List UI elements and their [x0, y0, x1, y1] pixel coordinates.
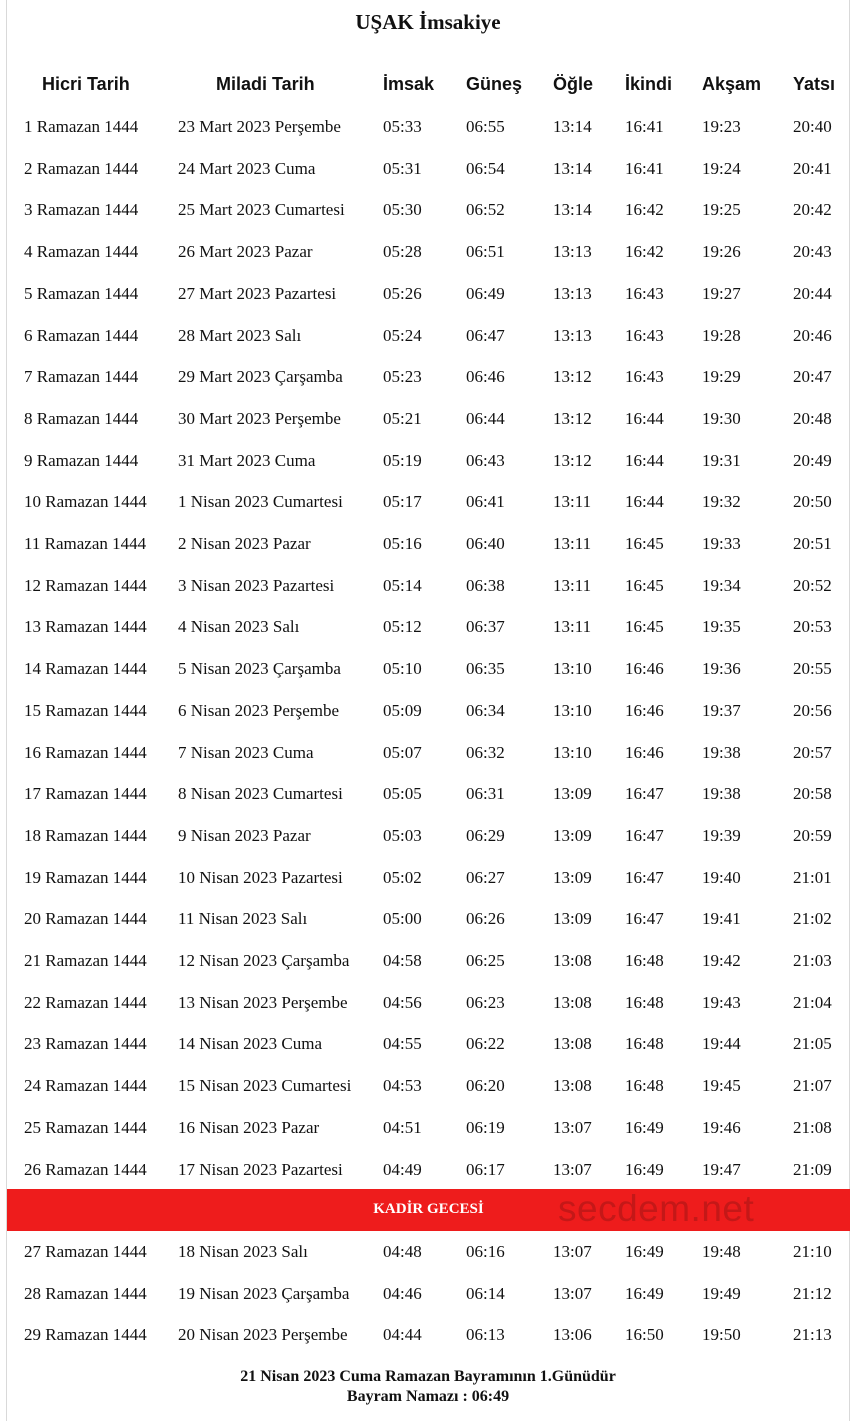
cell-miladi-tarih: 14 Nisan 2023 Cuma	[178, 1034, 323, 1054]
cell-miladi-tarih: 11 Nisan 2023 Salı	[178, 909, 308, 929]
cell-aksam: 19:31	[702, 450, 741, 470]
cell-gunes: 06:54	[466, 158, 505, 178]
cell-miladi-tarih: 7 Nisan 2023 Cuma	[178, 742, 314, 762]
cell-imsak: 05:28	[383, 242, 422, 262]
page-title: UŞAK İmsakiye	[355, 10, 501, 34]
cell-ogle: 13:13	[553, 325, 592, 345]
cell-aksam: 19:36	[702, 659, 741, 679]
cell-hicri-tarih: 12 Ramazan 1444	[24, 575, 147, 595]
cell-miladi-tarih: 8 Nisan 2023 Cumartesi	[178, 784, 343, 804]
cell-ogle: 13:07	[553, 1242, 592, 1261]
table-row	[0, 651, 856, 693]
cell-hicri-tarih: 19 Ramazan 1444	[24, 867, 147, 887]
table-row	[0, 1276, 856, 1318]
cell-aksam: 19:38	[702, 784, 741, 804]
cell-aksam: 19:32	[702, 492, 741, 512]
cell-yatsi: 21:09	[793, 1159, 832, 1179]
cell-ikindi: 16:48	[625, 992, 664, 1012]
cell-gunes: 06:16	[466, 1242, 505, 1261]
cell-imsak: 05:02	[383, 867, 422, 887]
cell-hicri-tarih: 23 Ramazan 1444	[24, 1034, 147, 1054]
cell-yatsi: 20:58	[793, 784, 832, 804]
cell-yatsi: 20:48	[793, 408, 832, 428]
cell-ogle: 13:13	[553, 283, 592, 303]
cell-aksam: 19:37	[702, 700, 741, 720]
cell-gunes: 06:29	[466, 825, 505, 845]
cell-miladi-tarih: 3 Nisan 2023 Pazartesi	[178, 575, 335, 595]
cell-imsak: 05:05	[383, 784, 422, 804]
cell-imsak: 05:03	[383, 825, 422, 845]
cell-ikindi: 16:41	[625, 158, 664, 178]
cell-aksam: 19:26	[702, 242, 741, 262]
cell-gunes: 06:51	[466, 242, 505, 262]
cell-aksam: 19:39	[702, 825, 741, 845]
cell-ogle: 13:10	[553, 742, 592, 762]
cell-ogle: 13:11	[553, 492, 592, 512]
table-row	[0, 484, 856, 526]
cell-ikindi: 16:50	[625, 1325, 664, 1345]
cell-imsak: 05:16	[383, 534, 422, 553]
footer-bayram-note: 21 Nisan 2023 Cuma Ramazan Bayramının 1.Günüdür	[240, 1368, 616, 1385]
cell-ikindi: 16:44	[625, 408, 664, 428]
cell-yatsi: 21:12	[793, 1283, 832, 1303]
cell-ogle: 13:12	[553, 450, 592, 470]
header-miladi: Miladi Tarih	[216, 74, 315, 94]
cell-ikindi: 16:43	[625, 283, 664, 303]
cell-imsak: 05:31	[383, 158, 422, 178]
cell-imsak: 05:12	[383, 617, 422, 637]
table-row	[0, 1234, 856, 1276]
table-row	[0, 526, 856, 568]
cell-ogle: 13:07	[553, 1283, 592, 1303]
cell-hicri-tarih: 25 Ramazan 1444	[24, 1117, 147, 1137]
cell-aksam: 19:43	[702, 992, 741, 1012]
cell-gunes: 06:22	[466, 1034, 505, 1054]
cell-ogle: 13:14	[553, 158, 592, 178]
cell-gunes: 06:27	[466, 867, 505, 887]
cell-hicri-tarih: 14 Ramazan 1444	[24, 659, 147, 679]
cell-gunes: 06:49	[466, 283, 505, 303]
cell-hicri-tarih: 11 Ramazan 1444	[24, 534, 147, 553]
cell-ogle: 13:11	[553, 534, 592, 553]
table-row	[0, 943, 856, 985]
cell-gunes: 06:20	[466, 1076, 505, 1096]
cell-aksam: 19:34	[702, 575, 741, 595]
cell-imsak: 05:00	[383, 909, 422, 929]
table-row	[0, 1026, 856, 1068]
cell-hicri-tarih: 20 Ramazan 1444	[24, 909, 147, 929]
cell-imsak: 05:09	[383, 700, 422, 720]
cell-ikindi: 16:49	[625, 1242, 664, 1261]
cell-gunes: 06:17	[466, 1159, 505, 1179]
cell-ikindi: 16:49	[625, 1159, 664, 1179]
cell-imsak: 04:56	[383, 992, 422, 1012]
cell-gunes: 06:32	[466, 742, 505, 762]
header-gunes: Güneş	[466, 74, 523, 94]
cell-ikindi: 16:49	[625, 1117, 664, 1137]
kadir-gecesi-banner	[7, 1189, 850, 1231]
cell-imsak: 05:10	[383, 659, 422, 679]
cell-gunes: 06:23	[466, 992, 505, 1012]
table-row	[0, 901, 856, 943]
cell-yatsi: 21:10	[793, 1242, 832, 1261]
cell-miladi-tarih: 30 Mart 2023 Perşembe	[178, 408, 341, 428]
cell-ikindi: 16:47	[625, 825, 664, 845]
cell-miladi-tarih: 19 Nisan 2023 Çarşamba	[178, 1283, 350, 1303]
cell-ogle: 13:06	[553, 1325, 592, 1345]
cell-ikindi: 16:48	[625, 951, 664, 970]
table-row	[0, 568, 856, 610]
cell-aksam: 19:24	[702, 158, 741, 178]
cell-yatsi: 20:40	[793, 117, 832, 136]
cell-ikindi: 16:46	[625, 742, 664, 762]
cell-imsak: 05:24	[383, 325, 422, 345]
table-row	[0, 443, 856, 485]
cell-yatsi: 20:47	[793, 367, 832, 387]
cell-ogle: 13:08	[553, 1034, 592, 1054]
cell-hicri-tarih: 9 Ramazan 1444	[24, 450, 139, 470]
cell-ikindi: 16:44	[625, 450, 664, 470]
cell-hicri-tarih: 10 Ramazan 1444	[24, 492, 147, 512]
cell-aksam: 19:25	[702, 200, 741, 220]
cell-gunes: 06:47	[466, 325, 505, 345]
cell-hicri-tarih: 7 Ramazan 1444	[24, 367, 139, 387]
cell-yatsi: 20:55	[793, 659, 832, 679]
cell-ikindi: 16:46	[625, 700, 664, 720]
cell-yatsi: 20:41	[793, 158, 832, 178]
cell-ikindi: 16:46	[625, 659, 664, 679]
table-row	[0, 693, 856, 735]
cell-ogle: 13:11	[553, 575, 592, 595]
cell-imsak: 04:58	[383, 951, 422, 970]
kadir-gecesi-label: KADİR GECESİ	[373, 1201, 484, 1217]
cell-aksam: 19:44	[702, 1034, 741, 1054]
cell-ikindi: 16:48	[625, 1076, 664, 1096]
cell-ikindi: 16:44	[625, 492, 664, 512]
cell-hicri-tarih: 13 Ramazan 1444	[24, 617, 147, 637]
cell-miladi-tarih: 27 Mart 2023 Pazartesi	[178, 283, 337, 303]
watermark: secdem.net	[558, 1188, 755, 1229]
cell-gunes: 06:26	[466, 909, 505, 929]
cell-miladi-tarih: 29 Mart 2023 Çarşamba	[178, 367, 343, 387]
cell-ikindi: 16:42	[625, 200, 664, 220]
cell-aksam: 19:49	[702, 1283, 741, 1303]
cell-miladi-tarih: 18 Nisan 2023 Salı	[178, 1242, 308, 1261]
cell-ikindi: 16:45	[625, 617, 664, 637]
cell-ikindi: 16:47	[625, 909, 664, 929]
cell-imsak: 05:17	[383, 492, 422, 512]
cell-ogle: 13:07	[553, 1159, 592, 1179]
cell-gunes: 06:19	[466, 1117, 505, 1137]
cell-aksam: 19:42	[702, 951, 741, 970]
cell-yatsi: 20:46	[793, 325, 832, 345]
cell-ikindi: 16:42	[625, 242, 664, 262]
table-row	[0, 151, 856, 193]
header-yatsi: Yatsı	[793, 74, 836, 94]
cell-miladi-tarih: 15 Nisan 2023 Cumartesi	[178, 1076, 352, 1096]
cell-yatsi: 20:59	[793, 825, 832, 845]
cell-imsak: 04:49	[383, 1159, 422, 1179]
cell-imsak: 05:21	[383, 408, 422, 428]
table-row	[0, 359, 856, 401]
cell-miladi-tarih: 28 Mart 2023 Salı	[178, 325, 302, 345]
cell-hicri-tarih: 3 Ramazan 1444	[24, 200, 139, 220]
cell-hicri-tarih: 1 Ramazan 1444	[24, 117, 139, 136]
cell-hicri-tarih: 16 Ramazan 1444	[24, 742, 147, 762]
cell-hicri-tarih: 17 Ramazan 1444	[24, 784, 147, 804]
cell-yatsi: 20:50	[793, 492, 832, 512]
cell-yatsi: 21:05	[793, 1034, 832, 1054]
cell-gunes: 06:46	[466, 367, 505, 387]
cell-ikindi: 16:45	[625, 534, 664, 553]
cell-ogle: 13:08	[553, 1076, 592, 1096]
cell-ogle: 13:11	[553, 617, 592, 637]
cell-miladi-tarih: 2 Nisan 2023 Pazar	[178, 534, 311, 553]
cell-hicri-tarih: 2 Ramazan 1444	[24, 158, 139, 178]
table-row	[0, 735, 856, 777]
cell-gunes: 06:14	[466, 1283, 505, 1303]
cell-yatsi: 20:51	[793, 534, 832, 553]
cell-aksam: 19:41	[702, 909, 741, 929]
cell-ogle: 13:08	[553, 992, 592, 1012]
table-row	[0, 234, 856, 276]
cell-aksam: 19:35	[702, 617, 741, 637]
cell-ogle: 13:08	[553, 951, 592, 970]
cell-aksam: 19:48	[702, 1242, 741, 1261]
cell-yatsi: 20:52	[793, 575, 832, 595]
cell-yatsi: 21:08	[793, 1117, 832, 1137]
cell-miladi-tarih: 16 Nisan 2023 Pazar	[178, 1117, 320, 1137]
cell-gunes: 06:34	[466, 700, 505, 720]
cell-aksam: 19:33	[702, 534, 741, 553]
cell-ogle: 13:09	[553, 909, 592, 929]
cell-imsak: 04:55	[383, 1034, 422, 1054]
cell-ogle: 13:13	[553, 242, 592, 262]
cell-ogle: 13:10	[553, 659, 592, 679]
cell-miladi-tarih: 25 Mart 2023 Cumartesi	[178, 200, 345, 220]
cell-yatsi: 21:07	[793, 1076, 832, 1096]
cell-ikindi: 16:47	[625, 784, 664, 804]
cell-hicri-tarih: 29 Ramazan 1444	[24, 1325, 147, 1345]
cell-yatsi: 20:42	[793, 200, 832, 220]
cell-aksam: 19:27	[702, 283, 741, 303]
cell-yatsi: 20:49	[793, 450, 832, 470]
cell-miladi-tarih: 13 Nisan 2023 Perşembe	[178, 992, 348, 1012]
cell-aksam: 19:47	[702, 1159, 741, 1179]
cell-yatsi: 20:44	[793, 283, 832, 303]
cell-aksam: 19:46	[702, 1117, 741, 1137]
cell-yatsi: 21:03	[793, 951, 832, 970]
cell-ikindi: 16:43	[625, 367, 664, 387]
cell-aksam: 19:29	[702, 367, 741, 387]
cell-hicri-tarih: 4 Ramazan 1444	[24, 242, 139, 262]
cell-miladi-tarih: 5 Nisan 2023 Çarşamba	[178, 659, 341, 679]
cell-gunes: 06:13	[466, 1325, 505, 1345]
table-row	[0, 1317, 856, 1359]
cell-hicri-tarih: 15 Ramazan 1444	[24, 700, 147, 720]
table-row	[0, 860, 856, 902]
cell-aksam: 19:30	[702, 408, 741, 428]
cell-imsak: 04:53	[383, 1076, 422, 1096]
cell-miladi-tarih: 4 Nisan 2023 Salı	[178, 617, 300, 637]
cell-yatsi: 20:53	[793, 617, 832, 637]
header-aksam: Akşam	[702, 74, 762, 94]
cell-imsak: 05:30	[383, 200, 422, 220]
cell-gunes: 06:35	[466, 659, 505, 679]
cell-hicri-tarih: 27 Ramazan 1444	[24, 1242, 147, 1261]
cell-aksam: 19:40	[702, 867, 741, 887]
cell-imsak: 05:07	[383, 742, 422, 762]
cell-ikindi: 16:43	[625, 325, 664, 345]
table-row	[0, 985, 856, 1027]
cell-ogle: 13:09	[553, 784, 592, 804]
cell-hicri-tarih: 18 Ramazan 1444	[24, 825, 147, 845]
table-row	[0, 401, 856, 443]
table-row	[0, 818, 856, 860]
cell-miladi-tarih: 12 Nisan 2023 Çarşamba	[178, 951, 350, 970]
cell-yatsi: 21:02	[793, 909, 832, 929]
cell-ikindi: 16:48	[625, 1034, 664, 1054]
cell-ogle: 13:10	[553, 700, 592, 720]
cell-ogle: 13:12	[553, 408, 592, 428]
cell-ogle: 13:09	[553, 825, 592, 845]
cell-hicri-tarih: 5 Ramazan 1444	[24, 283, 139, 303]
cell-miladi-tarih: 26 Mart 2023 Pazar	[178, 242, 313, 262]
cell-hicri-tarih: 26 Ramazan 1444	[24, 1159, 147, 1179]
cell-yatsi: 20:57	[793, 742, 832, 762]
cell-miladi-tarih: 23 Mart 2023 Perşembe	[178, 117, 341, 136]
cell-hicri-tarih: 22 Ramazan 1444	[24, 992, 147, 1012]
cell-ogle: 13:07	[553, 1117, 592, 1137]
cell-imsak: 04:51	[383, 1117, 422, 1137]
table-row	[0, 318, 856, 360]
cell-hicri-tarih: 8 Ramazan 1444	[24, 408, 139, 428]
cell-aksam: 19:23	[702, 117, 741, 136]
cell-aksam: 19:28	[702, 325, 741, 345]
cell-gunes: 06:40	[466, 534, 505, 553]
cell-yatsi: 21:04	[793, 992, 832, 1012]
cell-yatsi: 21:01	[793, 867, 832, 887]
cell-aksam: 19:38	[702, 742, 741, 762]
cell-gunes: 06:38	[466, 575, 505, 595]
cell-hicri-tarih: 21 Ramazan 1444	[24, 951, 147, 970]
cell-ikindi: 16:41	[625, 117, 664, 136]
cell-ikindi: 16:47	[625, 867, 664, 887]
cell-miladi-tarih: 20 Nisan 2023 Perşembe	[178, 1325, 348, 1345]
cell-imsak: 04:44	[383, 1325, 422, 1345]
cell-gunes: 06:55	[466, 117, 505, 136]
table-row	[0, 276, 856, 318]
cell-yatsi: 20:43	[793, 242, 832, 262]
table-row	[0, 109, 856, 151]
cell-gunes: 06:43	[466, 450, 505, 470]
cell-imsak: 05:19	[383, 450, 422, 470]
cell-gunes: 06:25	[466, 951, 505, 970]
cell-ogle: 13:09	[553, 867, 592, 887]
cell-yatsi: 21:13	[793, 1325, 832, 1345]
header-imsak: İmsak	[383, 74, 435, 94]
cell-hicri-tarih: 28 Ramazan 1444	[24, 1283, 147, 1303]
table-row	[0, 1068, 856, 1110]
cell-imsak: 05:33	[383, 117, 422, 136]
cell-ikindi: 16:49	[625, 1283, 664, 1303]
cell-miladi-tarih: 24 Mart 2023 Cuma	[178, 158, 316, 178]
cell-ikindi: 16:45	[625, 575, 664, 595]
cell-ogle: 13:14	[553, 117, 592, 136]
cell-imsak: 05:23	[383, 367, 422, 387]
table-row	[0, 609, 856, 651]
table-row	[0, 192, 856, 234]
cell-hicri-tarih: 24 Ramazan 1444	[24, 1076, 147, 1096]
cell-gunes: 06:41	[466, 492, 505, 512]
cell-gunes: 06:52	[466, 200, 505, 220]
cell-hicri-tarih: 6 Ramazan 1444	[24, 325, 139, 345]
cell-imsak: 04:46	[383, 1283, 422, 1303]
cell-miladi-tarih: 6 Nisan 2023 Perşembe	[178, 700, 340, 720]
cell-imsak: 04:48	[383, 1242, 422, 1261]
footer-bayram-namazi: Bayram Namazı : 06:49	[346, 1388, 510, 1405]
cell-yatsi: 20:56	[793, 700, 832, 720]
cell-gunes: 06:37	[466, 617, 505, 637]
table-row	[0, 1110, 856, 1152]
cell-aksam: 19:50	[702, 1325, 741, 1345]
cell-ogle: 13:12	[553, 367, 592, 387]
cell-miladi-tarih: 9 Nisan 2023 Pazar	[178, 825, 311, 845]
header-ogle: Öğle	[553, 74, 594, 94]
header-ikindi: İkindi	[625, 74, 673, 94]
cell-gunes: 06:44	[466, 408, 505, 428]
cell-ogle: 13:14	[553, 200, 592, 220]
cell-miladi-tarih: 17 Nisan 2023 Pazartesi	[178, 1159, 343, 1179]
cell-imsak: 05:14	[383, 575, 422, 595]
cell-imsak: 05:26	[383, 283, 422, 303]
cell-aksam: 19:45	[702, 1076, 741, 1096]
cell-miladi-tarih: 1 Nisan 2023 Cumartesi	[178, 492, 343, 512]
header-hicri: Hicri Tarih	[42, 74, 130, 94]
cell-miladi-tarih: 10 Nisan 2023 Pazartesi	[178, 867, 343, 887]
cell-gunes: 06:31	[466, 784, 505, 804]
cell-miladi-tarih: 31 Mart 2023 Cuma	[178, 450, 316, 470]
table-row	[0, 776, 856, 818]
